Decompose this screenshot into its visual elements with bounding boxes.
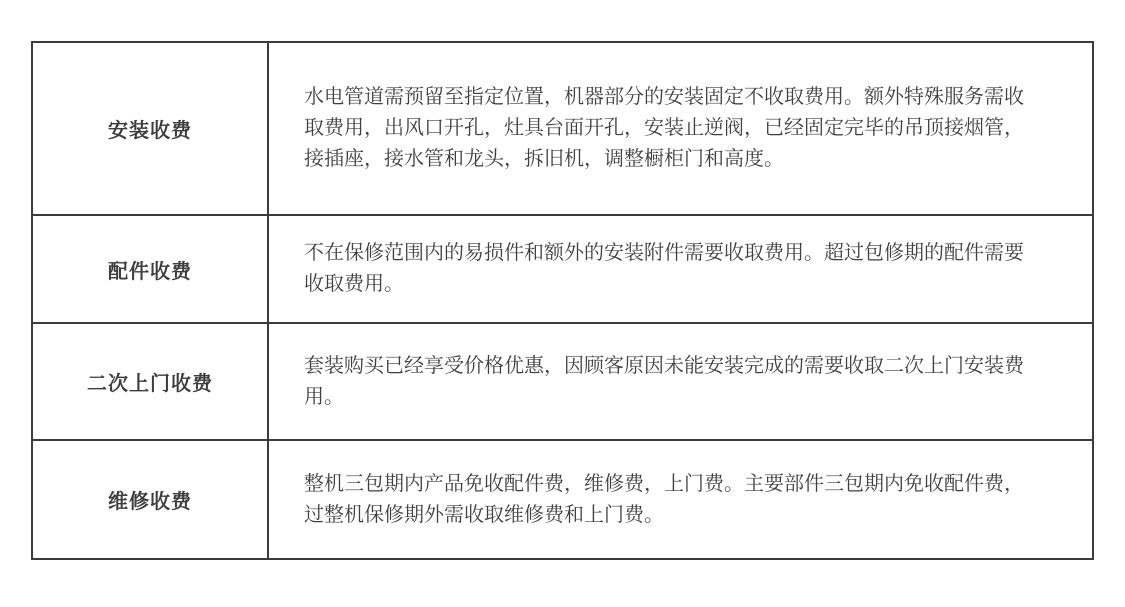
- table-row: [33, 214, 1092, 322]
- fee-description-text: 不在保修范围内的易损件和额外的安装附件需要收取费用。超过包修期的配件需要收取费用。: [304, 242, 1024, 295]
- fee-description-cell: [269, 43, 1092, 214]
- fee-category-label: 安装收费: [33, 43, 269, 214]
- table-row: [33, 43, 1092, 214]
- fee-description-cell: [269, 324, 1092, 439]
- table-row: [33, 439, 1092, 558]
- fee-category-label: 维修收费: [33, 441, 269, 558]
- fee-description-cell: [269, 441, 1092, 558]
- fee-category-label: 二次上门收费: [33, 324, 269, 439]
- fee-category-label: 配件收费: [33, 216, 269, 322]
- table-row: [33, 322, 1092, 439]
- service-fees-table: [31, 41, 1094, 560]
- fee-description-text: 整机三包期内产品免收配件费，维修费，上门费。主要部件三包期内免收配件费，过整机保修期外需收取维修费和上门费。: [304, 472, 1024, 526]
- fee-description-text: 水电管道需预留至指定位置，机器部分的安装固定不收取费用。额外特殊服务需收取费用，出风口开孔，灶具台面开孔，安装止逆阀，已经固定完毕的吊顶接烟管，接插座，接水管和龙头，拆旧机，调整橱柜门和高度。: [304, 86, 1024, 170]
- fee-description-text: 套装购买已经享受价格优惠，因顾客原因未能安装完成的需要收取二次上门安装费用。: [304, 354, 1024, 408]
- fee-description-cell: [269, 216, 1092, 322]
